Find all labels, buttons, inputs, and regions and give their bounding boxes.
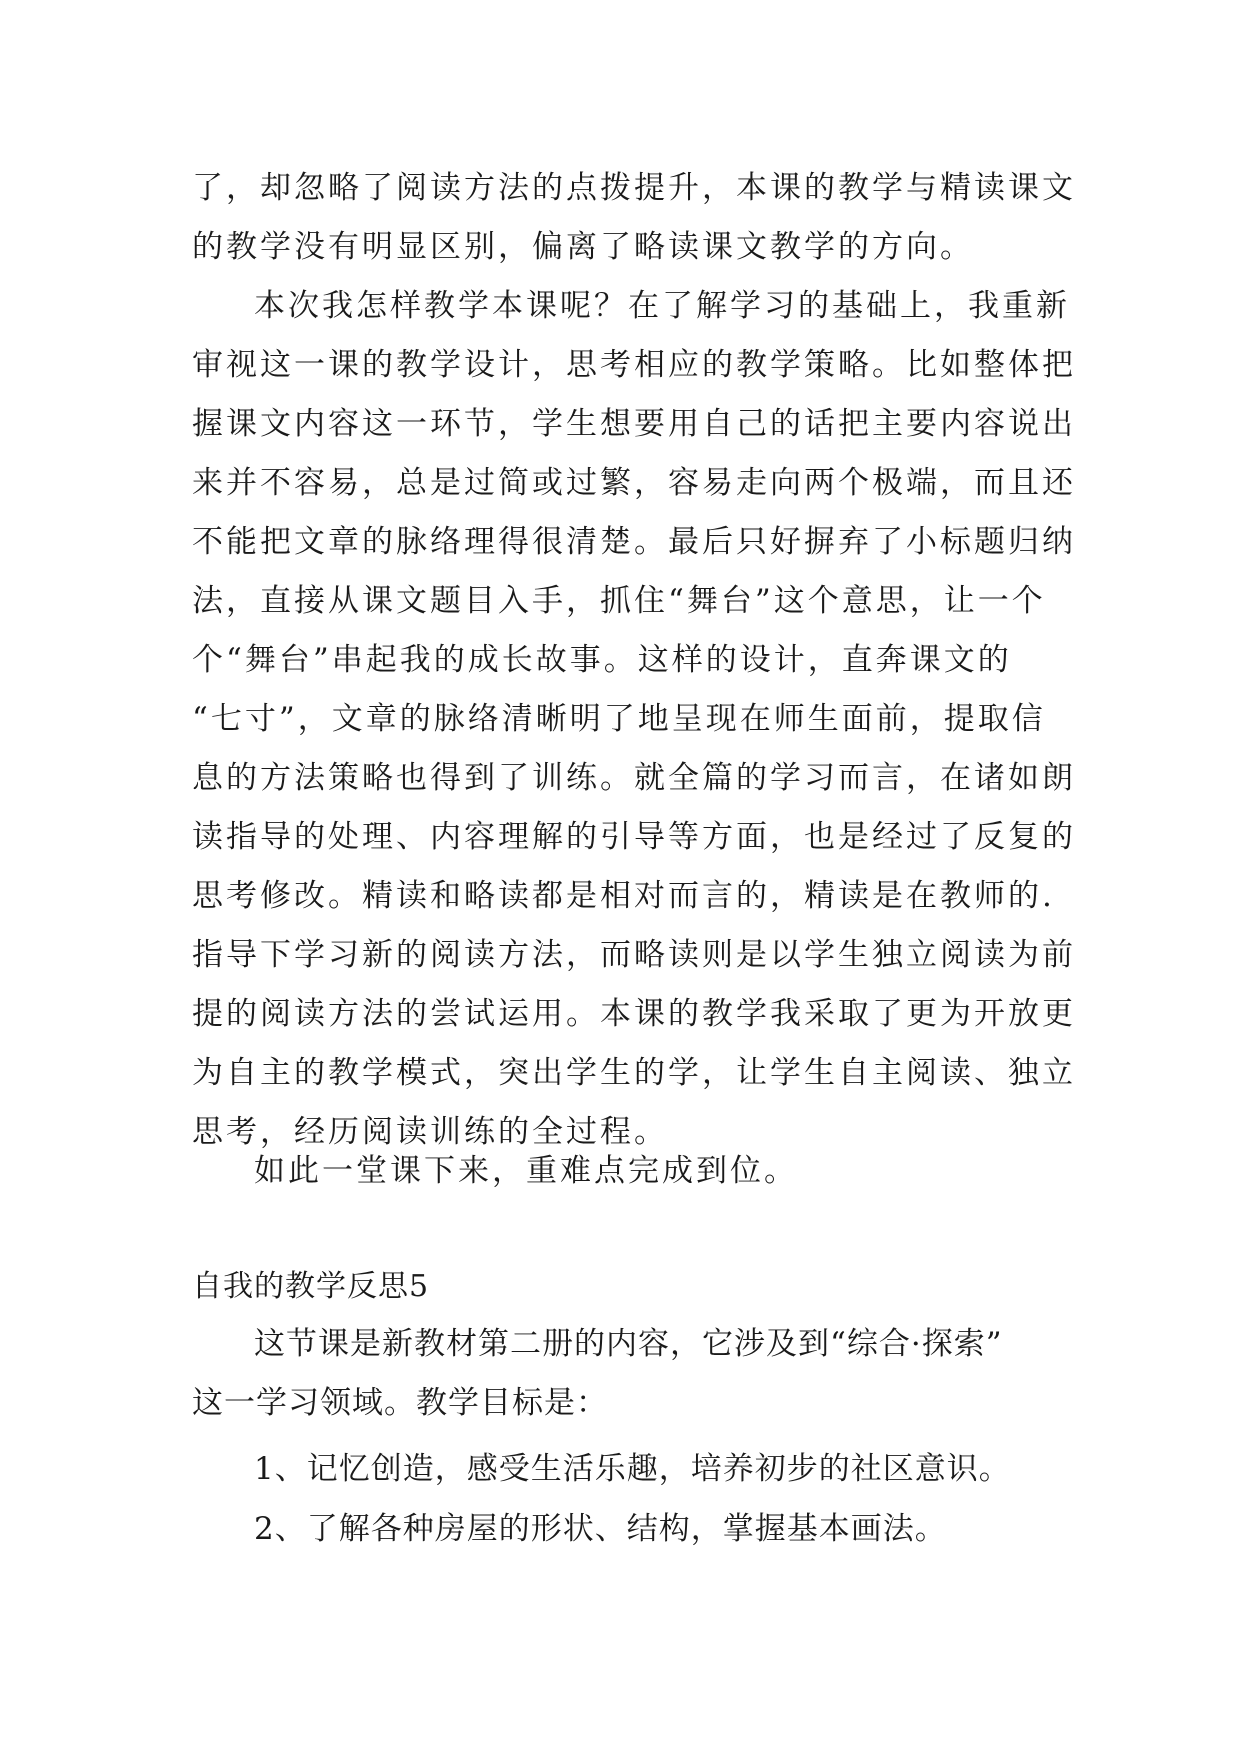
paragraph-line: 审视这一课的教学设计，思考相应的教学策略。比如整体把 [192, 347, 1076, 383]
paragraph-line: 握课文内容这一环节，学生想要用自己的话把主要内容说出 [192, 406, 1076, 442]
goal-text: 2、了解各种房屋的形状、结构，掌握基本画法。 [254, 1511, 947, 1547]
paragraph-line: 为自主的教学模式，突出学生的学，让学生自主阅读、独立 [192, 1055, 1076, 1091]
paragraph-line: 这节课是新教材第二册的内容，它涉及到“综合·探索” [254, 1326, 1003, 1362]
paragraph-line: “七寸”，文章的脉络清晰明了地呈现在师生面前，提取信 [192, 701, 1046, 737]
goal-item-1 [192, 1440, 1052, 1499]
paragraph-line: 读指导的处理、内容理解的引导等方面，也是经过了反复的 [192, 819, 1076, 855]
paragraph-line: 法，直接从课文题目入手，抓住“舞台”这个意思，让一个 [192, 583, 1046, 619]
paragraph-line: 来并不容易，总是过简或过繁，容易走向两个极端，而且还 [192, 465, 1076, 501]
section-heading: 自我的教学反思5 [192, 1269, 430, 1304]
goal-item-2 [192, 1500, 1052, 1559]
paragraph-line: 这一学习领域。教学目标是： [192, 1385, 608, 1421]
paragraph-line: 个“舞台”串起我的成长故事。这样的设计，直奔课文的 [192, 642, 1012, 678]
paragraph-line: 提的阅读方法的尝试运用。本课的教学我采取了更为开放更 [192, 996, 1076, 1032]
paragraph-line: 思考修改。精读和略读都是相对而言的，精读是在教师的. [192, 878, 1055, 914]
paragraph-line: 不能把文章的脉络理得很清楚。最后只好摒弃了小标题归纳 [192, 524, 1076, 560]
goal-text: 1、记忆创造，感受生活乐趣，培养初步的社区意识。 [254, 1451, 1011, 1487]
paragraph-line: 的教学没有明显区别，偏离了略读课文教学的方向。 [192, 229, 974, 265]
section-intro-paragraph [192, 1315, 1052, 1433]
paragraph-line: 指导下学习新的阅读方法，而略读则是以学生独立阅读为前 [192, 937, 1076, 973]
paragraph-line: 本次我怎样教学本课呢？在了解学习的基础上，我重新 [254, 288, 1070, 324]
continuation-paragraph [192, 159, 1076, 277]
paragraph-line: 思考，经历阅读训练的全过程。 [192, 1114, 668, 1150]
paragraph-line: 如此一堂课下来，重难点完成到位。 [254, 1153, 798, 1189]
closing-paragraph [192, 1142, 1052, 1201]
main-paragraph [192, 277, 1076, 1162]
paragraph-line: 了，却忽略了阅读方法的点拨提升，本课的教学与精读课文 [192, 170, 1076, 206]
paragraph-line: 息的方法策略也得到了训练。就全篇的学习而言，在诸如朗 [192, 760, 1076, 796]
